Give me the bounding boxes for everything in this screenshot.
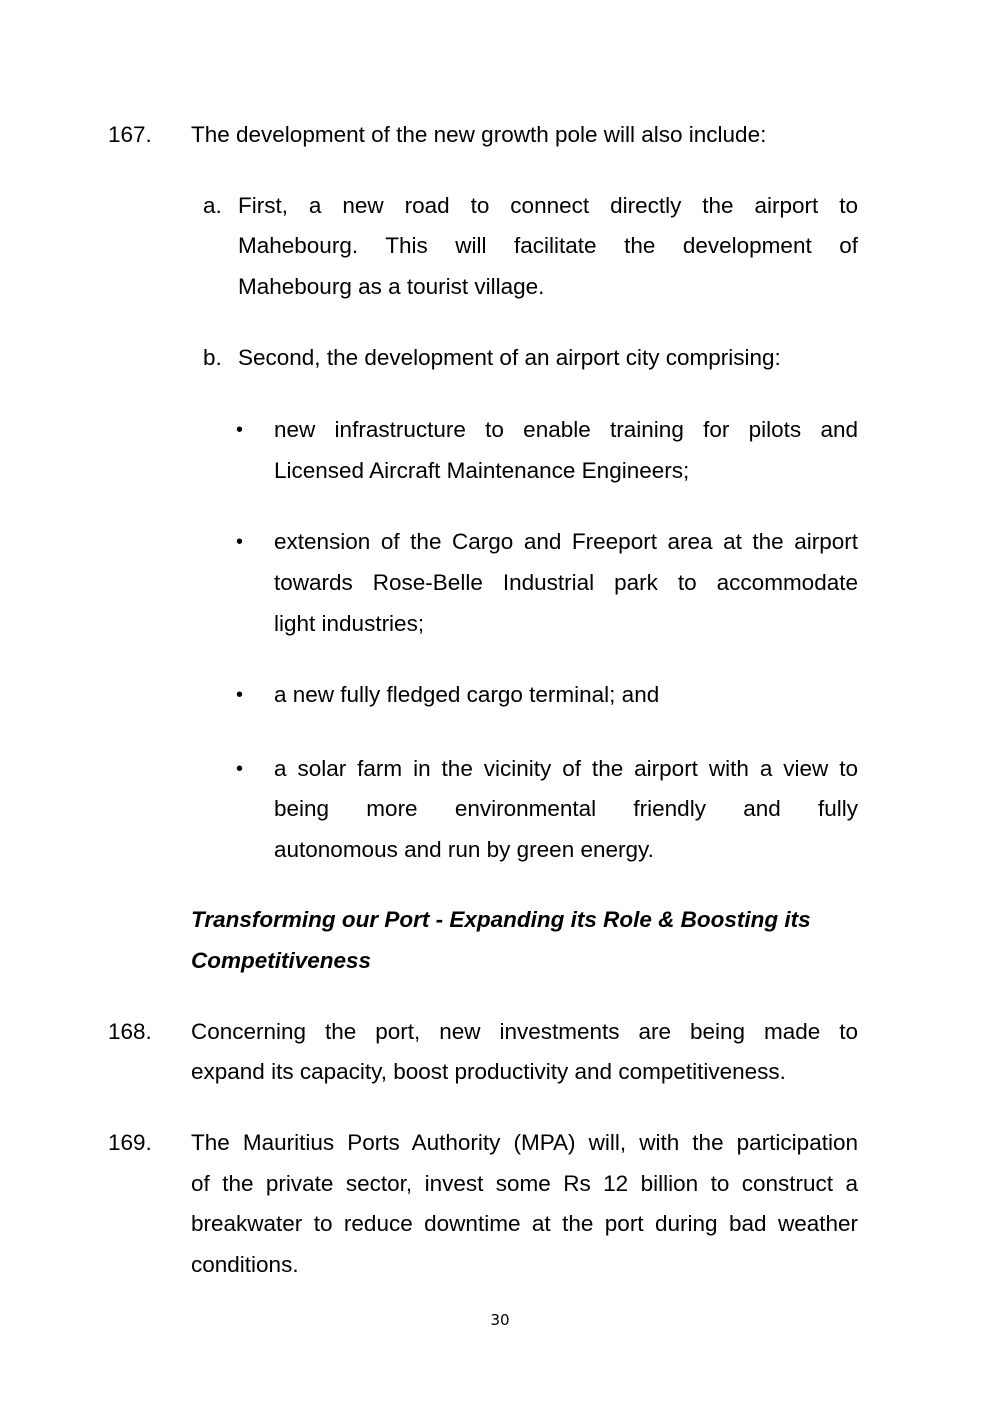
bullet-1-line-2: Licensed Aircraft Maintenance Engineers; (274, 458, 690, 483)
paragraph-168-number: 168. (108, 1019, 152, 1044)
paragraph-167-text: The development of the new growth pole will also include: (191, 122, 767, 147)
section-heading-line-1: Transforming our Port - Expanding its Role & Boosting its (191, 907, 811, 932)
bullet-2-line-3: light industries; (274, 611, 425, 636)
paragraph-169-number: 169. (108, 1130, 152, 1155)
section-heading-line-2: Competitiveness (191, 948, 372, 973)
bullet-4-line-3: autonomous and run by green energy. (274, 837, 654, 862)
bullet-3-line-1: a new fully fledged cargo terminal; and (274, 682, 660, 707)
bullet-icon: • (236, 684, 244, 706)
paragraph-169-line-2: of the private sector, invest some Rs 12 billion to construct a (191, 1171, 858, 1196)
bullet-2-line-1: extension of the Cargo and Freeport area at the airport (274, 529, 858, 554)
item-a-line-1: First, a new road to connect directly the airport to (238, 193, 858, 218)
paragraph-167-number: 167. (108, 122, 152, 147)
bullet-1-line-1: new infrastructure to enable training for pilots and (274, 417, 858, 442)
item-a-line-2: Mahebourg. This will facilitate the development of (238, 233, 858, 258)
paragraph-169-line-4: conditions. (191, 1252, 299, 1277)
paragraph-168-line-2: expand its capacity, boost productivity and competitiveness. (191, 1059, 786, 1084)
item-b-marker: b. (203, 345, 222, 370)
item-a-marker: a. (203, 193, 222, 218)
paragraph-169-line-1: The Mauritius Ports Authority (MPA) will, with the participation (191, 1130, 858, 1155)
bullet-4-line-1: a solar farm in the vicinity of the airport with a view to (274, 756, 858, 781)
bullet-icon: • (236, 419, 244, 441)
bullet-2-line-2: towards Rose-Belle Industrial park to accommodate (274, 570, 858, 595)
page-number: 30 (490, 1311, 510, 1329)
item-b-text: Second, the development of an airport city comprising: (238, 345, 781, 370)
bullet-icon: • (236, 758, 244, 780)
bullet-icon: • (236, 531, 244, 553)
bullet-4-line-2: being more environmental friendly and fully (274, 796, 858, 821)
paragraph-168-line-1: Concerning the port, new investments are being made to (191, 1019, 858, 1044)
paragraph-169-line-3: breakwater to reduce downtime at the port during bad weather (191, 1211, 858, 1236)
item-a-line-3: Mahebourg as a tourist village. (238, 274, 545, 299)
